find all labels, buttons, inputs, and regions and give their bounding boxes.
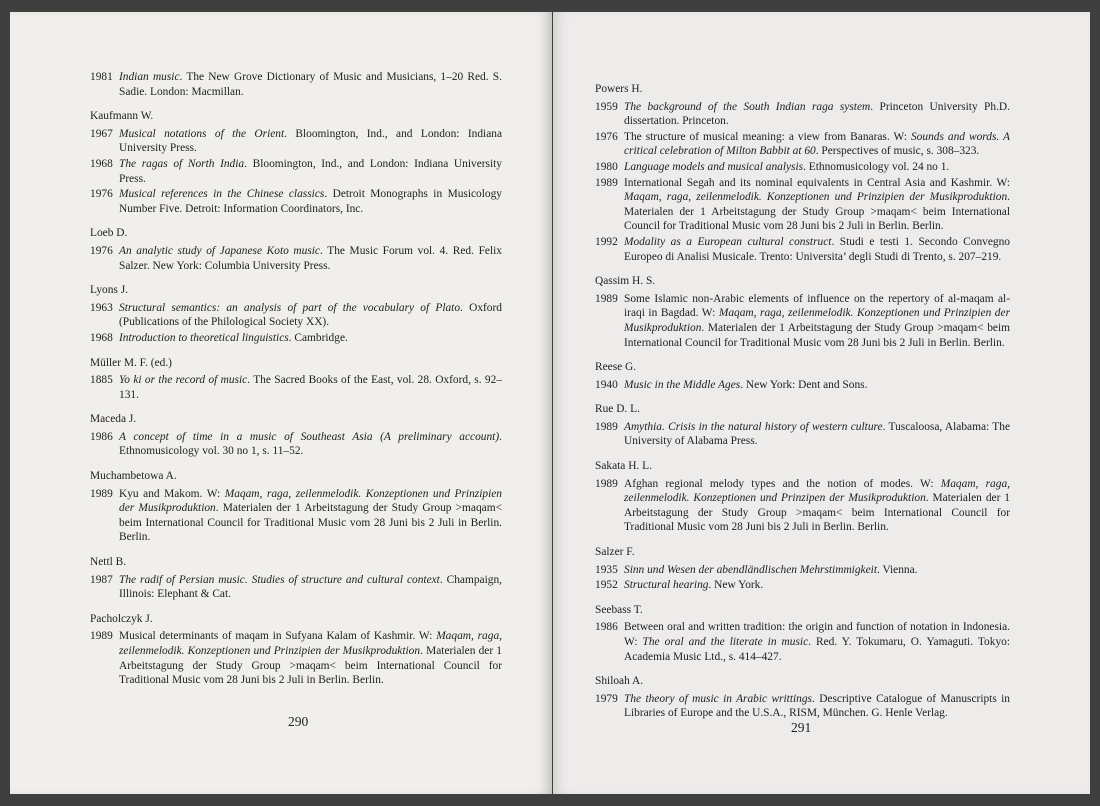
entry-title: Maqam, raga, zeilenmelodik. Konzeptionen und Prinzipien der Musikproduktion: [624, 191, 1008, 204]
author-group: [595, 459, 1010, 535]
bibliography-entry: [90, 301, 502, 330]
entry-text: [624, 378, 1010, 393]
entry-title: Sinn und Wesen der abendländlischen Mehrstimmigkeit: [624, 563, 877, 576]
entry-details: . Vienna.: [876, 563, 918, 576]
entry-text: [624, 130, 1010, 159]
entry-details: . Bloomington, Ind., and London: Indiana University Press.: [119, 127, 502, 155]
entry-text: [119, 373, 502, 402]
entry-year: 1981: [90, 71, 113, 83]
bibliography-entry: [595, 100, 1010, 129]
entry-title: An analytic study of Japanese Koto music: [119, 244, 320, 257]
entry-year: 1989: [595, 176, 618, 189]
entry-title: Modality as a European cultural construct: [624, 235, 832, 248]
entry-title: Musical references in the Chinese classics: [119, 188, 325, 201]
entry-details: . Princeton University Ph.D. dissertation. Princeton.: [624, 100, 1010, 128]
author-group: [595, 603, 1010, 664]
entry-year: 1968: [90, 331, 113, 344]
entry-title: Indian music: [119, 71, 180, 83]
entry-title: The background of the South Indian raga system: [624, 100, 871, 113]
entry-year: 1968: [90, 157, 113, 170]
entry-year: 1959: [595, 100, 618, 113]
entry-year: 1989: [90, 630, 113, 643]
entry-text: [624, 292, 1010, 350]
bibliography-entry: [90, 127, 502, 156]
bibliography-entry: [595, 292, 1010, 350]
entry-year: 1989: [90, 487, 113, 500]
entry-title: A concept of time in a music of Southeast Asia (A preliminary account): [119, 430, 500, 443]
entry-details: . Red. Y. Tokumaru, O. Yamaguti. Tokyo: Academia Music Ltd., s. 414–427.: [624, 636, 1011, 663]
entry-text: [624, 176, 1010, 234]
entry-details: . New York: Dent and Sons.: [740, 378, 868, 391]
entry-title: Maqam, raga, zeilenmelodik. Konzeptionen und Prinzipien der Musikproduktion: [624, 307, 1010, 334]
entry-details: . Oxford (Publications of the Philological Society XX).: [119, 301, 502, 329]
entry-details: . The New Grove Dictionary of Music and Musicians, 1–20 Red. S. Sadie. London: Macmillan.: [119, 71, 502, 98]
entry-year: 1885: [90, 374, 113, 387]
author-name: Pacholczyk J.: [90, 612, 153, 625]
entry-text: [624, 578, 1010, 593]
bibliography-entry: [90, 244, 502, 273]
entry-details: . Perspectives of music, s. 308–323.: [815, 145, 980, 158]
entry-prefix: Afghan regional melody types and the notion of modes. W:: [624, 477, 941, 490]
author-group: [595, 360, 1010, 392]
entry-prefix: Some Islamic non-Arabic elements of influence on the repertory of al-maqam al-iraqi in Bagdad. W:: [624, 292, 1010, 320]
entry-year: 1967: [90, 127, 113, 140]
entry-text: [119, 244, 502, 273]
author-name: Salzer F.: [595, 546, 635, 559]
entry-prefix: International Segah and its nominal equivalents in Central Asia and Kashmir. W:: [624, 176, 1010, 189]
author-group: [90, 356, 502, 403]
author-name: Seebass T.: [595, 603, 643, 616]
entry-details: . Detroit Monographs in Musicology Number Five. Detroit: Information Coordinators, Inc.: [119, 188, 503, 215]
bibliography-entry: [90, 331, 502, 346]
bibliography-entry: [90, 629, 502, 687]
author-group: [595, 402, 1010, 449]
author-name: Muchambetowa A.: [90, 470, 177, 483]
entry-title: The theory of music in Arabic writtings: [624, 692, 812, 705]
entry-title: Structural hearing: [624, 579, 709, 592]
entry-year: 1940: [595, 378, 618, 391]
bibliography-entry: [595, 160, 1010, 175]
author-name: Kaufmann W.: [90, 110, 154, 123]
bibliography-entry: [90, 373, 502, 402]
bibliography-entry: [90, 430, 502, 459]
entry-year: 1992: [595, 235, 618, 248]
left-page: [10, 12, 552, 794]
entry-details: . The Sacred Books of the East, vol. 28. Oxford, s. 92–131.: [119, 374, 502, 401]
author-name: Powers H.: [595, 83, 643, 95]
entry-title: The oral and the literate in music: [642, 636, 809, 648]
bibliography-entry: [595, 378, 1010, 393]
entry-text: [624, 420, 1010, 449]
entry-text: [624, 477, 1010, 535]
bibliography-entry: [90, 70, 502, 99]
entry-text: [624, 620, 1010, 664]
author-group: [90, 109, 502, 216]
entry-year: 1986: [90, 430, 113, 443]
author-name: Shiloah A.: [595, 675, 644, 688]
bibliography-entry: [90, 157, 502, 186]
entry-title: Yo ki or the record of music: [119, 374, 248, 387]
entry-text: [119, 487, 502, 545]
page-number-left: 290: [288, 714, 309, 729]
entry-year: 1976: [595, 130, 618, 143]
bibliography-entry: [595, 620, 1010, 664]
author-name: Lyons J.: [90, 284, 128, 297]
entry-year: 1935: [595, 563, 618, 576]
entry-title: Musical notations of the Orient: [119, 127, 285, 140]
entry-text: [119, 331, 502, 346]
entry-text: [119, 430, 502, 459]
entry-title: Maqam, raga, zeilenmelodik. Konzeptionen und Prinzipien der Musikproduktion: [119, 487, 502, 515]
entry-details: . Ethnomusicology vol. 30 no 1, s. 11–52.: [119, 430, 502, 458]
entry-details: . Cambridge.: [288, 331, 348, 344]
author-name: Müller M. F. (ed.): [90, 356, 172, 369]
bibliography-entry: [595, 420, 1010, 449]
entry-year: 1963: [90, 301, 113, 314]
author-name: Maceda J.: [90, 413, 137, 426]
entry-text: [119, 301, 502, 330]
entry-details: . Materialen der 1 Arbeitstagung der Study Group >maqam< beim International Council for Traditional Music vom 28 Juni bis 2 Juli in Berlin. Berlin.: [624, 492, 1010, 534]
bibliography-entry: [595, 563, 1010, 578]
author-group: [90, 469, 502, 545]
entry-title: The ragas of North India: [119, 157, 245, 170]
entry-year: 1952: [595, 579, 618, 592]
page-number-right: 291: [791, 720, 812, 735]
entry-title: Amythia. Crisis in the natural history of western culture: [624, 420, 883, 433]
entry-title: Music in the Middle Ages: [624, 378, 741, 391]
bibliography-entry: [595, 235, 1010, 264]
entry-year: 1986: [595, 621, 618, 634]
entry-details: . Materialen der 1 Arbeitstagung der Study Group >maqam< beim International Council for Traditional Music vom 28 Juni bis 2 Juli in Berlin. Berlin.: [119, 645, 502, 687]
author-group: [90, 70, 502, 99]
right-bibliography: [595, 82, 1010, 722]
bibliography-entry: [90, 187, 502, 216]
bibliography-entry: [595, 578, 1010, 593]
entry-year: 1976: [90, 188, 113, 201]
entry-title: Sounds and words. A critical celebration of Milton Babbit at 60: [624, 130, 1010, 158]
author-name: Reese G.: [595, 361, 637, 374]
entry-text: [119, 573, 502, 602]
entry-prefix: The structure of musical meaning: a view from Banaras. W:: [624, 130, 911, 143]
bibliography-entry: [595, 176, 1010, 234]
entry-details: . Materialen der 1 Arbeitstagung der Study Group >maqam< beim International Council for Traditional Music vom 28 Juni bis 2 Juli in Berlin. Berlin.: [624, 191, 1010, 233]
entry-details: . Bloomington, Ind., and London: Indiana University Press.: [119, 157, 502, 185]
entry-year: 1976: [90, 244, 113, 257]
right-page: [553, 12, 1090, 794]
bibliography-entry: [90, 487, 502, 545]
entry-prefix: Musical determinants of maqam in Sufyana Kalam of Kashmir. W:: [119, 630, 437, 643]
entry-details: . The Music Forum vol. 4. Red. Felix Salzer. New York: Columbia University Press.: [119, 244, 502, 272]
entry-text: [119, 187, 502, 216]
entry-title: Structural semantics: an analysis of part of the vocabulary of Plato: [119, 301, 461, 314]
author-group: [595, 674, 1010, 721]
author-group: [90, 283, 502, 345]
entry-title: The radif of Persian music. Studies of structure and cultural context: [119, 573, 440, 586]
bibliography-entry: [595, 130, 1010, 159]
author-name: Sakata H. L.: [595, 460, 652, 473]
author-name: Loeb D.: [90, 227, 128, 240]
entry-details: . Studi e testi 1. Secondo Convegno Europeo di Analisi Musicale. Trento: Universita’ degli Studi di Trento, s. 207–219.: [624, 235, 1010, 263]
entry-text: [624, 160, 1010, 175]
entry-details: . Materialen der 1 Arbeitstagung der Study Group >maqam< beim International Council for Traditional Music vom 28 Juni bis 2 Juli in Berlin. Berlin.: [119, 502, 503, 544]
bibliography-entry: [595, 692, 1010, 721]
entry-text: [624, 100, 1010, 129]
entry-details: . Descriptive Catalogue of Manuscripts in Libraries of Europe and the U.S.A., RISM, München. G. Henle Verlag.: [624, 692, 1011, 720]
bibliography-entry: [595, 477, 1010, 535]
bibliography-entry: [90, 573, 502, 602]
entry-title: Introduction to theoretical linguistics: [119, 331, 289, 344]
entry-text: [624, 692, 1010, 721]
author-group: [90, 226, 502, 273]
entry-text: [119, 127, 502, 156]
entry-details: . New York.: [708, 579, 764, 592]
author-group: [90, 555, 502, 602]
author-name: Qassim H. S.: [595, 275, 656, 288]
author-group: [90, 412, 502, 459]
author-group: [90, 612, 502, 688]
entry-details: . Champaign, Illinois: Elephant & Cat.: [119, 573, 502, 601]
author-group: [595, 82, 1010, 264]
left-bibliography: [90, 70, 502, 689]
entry-title: Language models and musical analysis: [624, 160, 804, 173]
entry-details: . Ethnomusicology vol. 24 no 1.: [803, 160, 950, 173]
entry-details: . Materialen der 1 Arbeitstagung der Study Group >maqam< beim International Council for Traditional Music vom 28 Juni bis 2 Juli in Berlin. Berlin.: [624, 321, 1010, 349]
entry-text: [119, 70, 502, 99]
entry-year: 1979: [595, 692, 618, 705]
entry-details: . Tuscaloosa, Alabama: The University of Alabama Press.: [624, 420, 1010, 448]
author-name: Rue D. L.: [595, 403, 640, 416]
entry-text: [624, 235, 1010, 264]
entry-title: Maqam, raga, zeilenmelodik. Konzeptionen und Prinzipen der Musikproduktion: [624, 477, 1010, 505]
entry-year: 1989: [595, 477, 618, 490]
author-name: Nettl B.: [90, 556, 127, 569]
entry-year: 1989: [595, 420, 618, 433]
entry-prefix: Kyu and Makom. W:: [119, 487, 225, 500]
author-group: [595, 274, 1010, 350]
entry-prefix: Between oral and written tradition: the origin and function of notation in Indonesia. W:: [624, 621, 1010, 648]
entry-year: 1989: [595, 292, 618, 305]
entry-title: Maqam, raga, zeilenmelodik. Konzeptionen und Prinzipien der Musikproduktion: [119, 630, 502, 657]
entry-year: 1987: [90, 573, 113, 586]
entry-text: [624, 563, 1010, 578]
entry-text: [119, 157, 502, 186]
author-group: [595, 545, 1010, 593]
entry-year: 1980: [595, 160, 618, 173]
entry-text: [119, 629, 502, 687]
